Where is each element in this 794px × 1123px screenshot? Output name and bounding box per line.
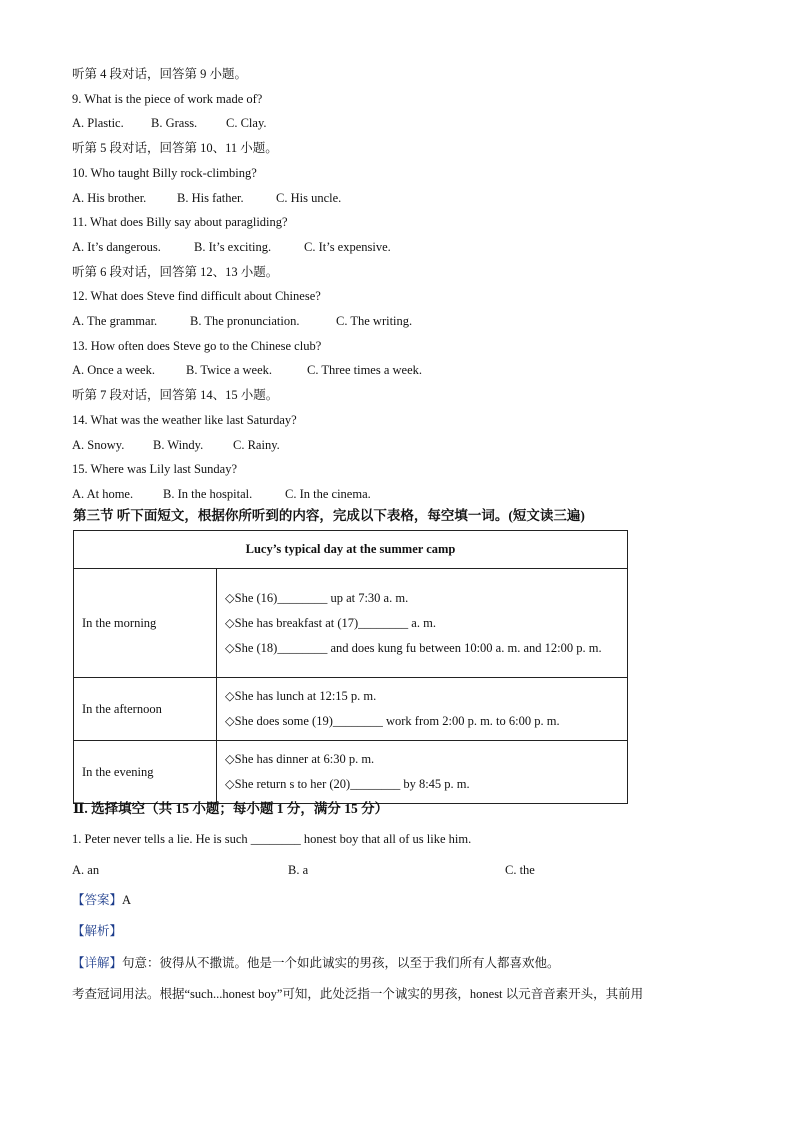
table-row bbox=[74, 569, 628, 678]
option-b: B. Windy. bbox=[153, 438, 204, 452]
section-instruction: 听第 6 段对话，回答第 12、13 小题。 bbox=[72, 265, 279, 279]
option-b: B. His father. bbox=[177, 191, 244, 205]
option-c: C. Rainy. bbox=[233, 438, 280, 452]
options-1 bbox=[72, 862, 672, 878]
option-c: C. The writing. bbox=[336, 314, 413, 328]
option-c: C. In the cinema. bbox=[285, 487, 371, 501]
list-item: ◇She does some (19)________ work from 2:00 p. m. to 6:00 p. m. bbox=[225, 714, 560, 728]
option-b: B. Twice a week. bbox=[186, 363, 273, 377]
option-b: B. The pronunciation. bbox=[190, 314, 300, 328]
detail-line bbox=[72, 955, 560, 971]
answer-value: A bbox=[122, 893, 132, 907]
summer-camp-table bbox=[73, 530, 628, 804]
option-c: C. Three times a week. bbox=[307, 363, 423, 377]
option-b: B. Grass. bbox=[151, 116, 198, 130]
option-b: B. a bbox=[288, 863, 309, 877]
answer-tag: 【答案】 bbox=[72, 893, 123, 907]
option-a: A. Once a week. bbox=[72, 363, 155, 377]
options-13 bbox=[72, 362, 422, 378]
answer-line bbox=[72, 892, 131, 908]
option-c: C. It’s expensive. bbox=[304, 240, 391, 254]
table-row bbox=[74, 741, 628, 804]
list-item: ◇She has dinner at 6:30 p. m. bbox=[225, 752, 375, 766]
list-item: ◇She return s to her (20)________ by 8:45 p. m. bbox=[225, 777, 470, 791]
row-label: In the morning bbox=[74, 569, 217, 678]
list-item: ◇She (16)________ up at 7:30 a. m. bbox=[225, 590, 409, 605]
list-item: ◇She has lunch at 12:15 p. m. bbox=[225, 689, 377, 703]
question-9: 9. What is the piece of work made of? bbox=[72, 92, 263, 106]
question-10: 10. Who taught Billy rock-climbing? bbox=[72, 166, 257, 180]
options-15 bbox=[72, 486, 371, 502]
row-label: In the evening bbox=[74, 741, 217, 804]
table-title-row bbox=[74, 531, 628, 569]
options-11 bbox=[72, 239, 391, 255]
detail-text: 句意：彼得从不撒谎。他是一个如此诚实的男孩，以至于我们所有人都喜欢他。 bbox=[122, 956, 560, 970]
options-12 bbox=[72, 313, 412, 329]
options-10 bbox=[72, 190, 341, 206]
option-a: A. Plastic. bbox=[72, 116, 124, 130]
option-b: B. It’s exciting. bbox=[194, 240, 272, 254]
table-row bbox=[74, 678, 628, 741]
options-9 bbox=[72, 115, 267, 131]
analysis-line bbox=[72, 923, 122, 939]
table-title: Lucy’s typical day at the summer camp bbox=[74, 531, 628, 569]
explanation-line: 考查冠词用法。根据“such...honest boy”可知，此处泛指一个诚实的男孩，honest 以元音音素开头，其前用 bbox=[72, 987, 644, 1001]
question-12: 12. What does Steve find difficult about Chinese? bbox=[72, 289, 321, 303]
option-a: A. an bbox=[72, 863, 100, 877]
section-instruction: 听第 5 段对话，回答第 10、11 小题。 bbox=[72, 141, 278, 155]
options-14 bbox=[72, 437, 280, 453]
option-a: A. Snowy. bbox=[72, 438, 125, 452]
section-instruction: 听第 7 段对话，回答第 14、15 小题。 bbox=[72, 388, 279, 402]
list-item: ◇She has breakfast at (17)________ a. m. bbox=[225, 615, 436, 630]
option-c: C. the bbox=[505, 863, 535, 877]
row-content bbox=[217, 678, 628, 741]
option-c: C. His uncle. bbox=[276, 191, 342, 205]
question-14: 14. What was the weather like last Saturday? bbox=[72, 413, 297, 427]
question-15: 15. Where was Lily last Sunday? bbox=[72, 462, 238, 476]
question-13: 13. How often does Steve go to the Chinese club? bbox=[72, 339, 322, 353]
section-instruction: 听第 4 段对话，回答第 9 小题。 bbox=[72, 67, 248, 81]
option-a: A. At home. bbox=[72, 487, 134, 501]
row-content bbox=[217, 569, 628, 678]
option-a: A. The grammar. bbox=[72, 314, 158, 328]
analysis-tag: 【解析】 bbox=[72, 924, 123, 938]
row-content bbox=[217, 741, 628, 804]
question-11: 11. What does Billy say about paragliding? bbox=[72, 215, 288, 229]
option-b: B. In the hospital. bbox=[163, 487, 253, 501]
option-c: C. Clay. bbox=[226, 116, 267, 130]
question-1: 1. Peter never tells a lie. He is such ________ honest boy that all of us like him. bbox=[72, 832, 472, 846]
option-a: A. It’s dangerous. bbox=[72, 240, 161, 254]
detail-tag: 【详解】 bbox=[72, 956, 123, 970]
option-a: A. His brother. bbox=[72, 191, 147, 205]
part2-heading: Ⅱ. 选择填空（共 15 小题；每小题 1 分，满分 15 分） bbox=[73, 801, 389, 816]
section3-heading: 第三节 听下面短文，根据你所听到的内容，完成以下表格，每空填一词。(短文读三遍) bbox=[73, 508, 585, 523]
row-label: In the afternoon bbox=[74, 678, 217, 741]
list-item: ◇She (18)________ and does kung fu between 10:00 a. m. and 12:00 p. m. bbox=[225, 640, 602, 655]
